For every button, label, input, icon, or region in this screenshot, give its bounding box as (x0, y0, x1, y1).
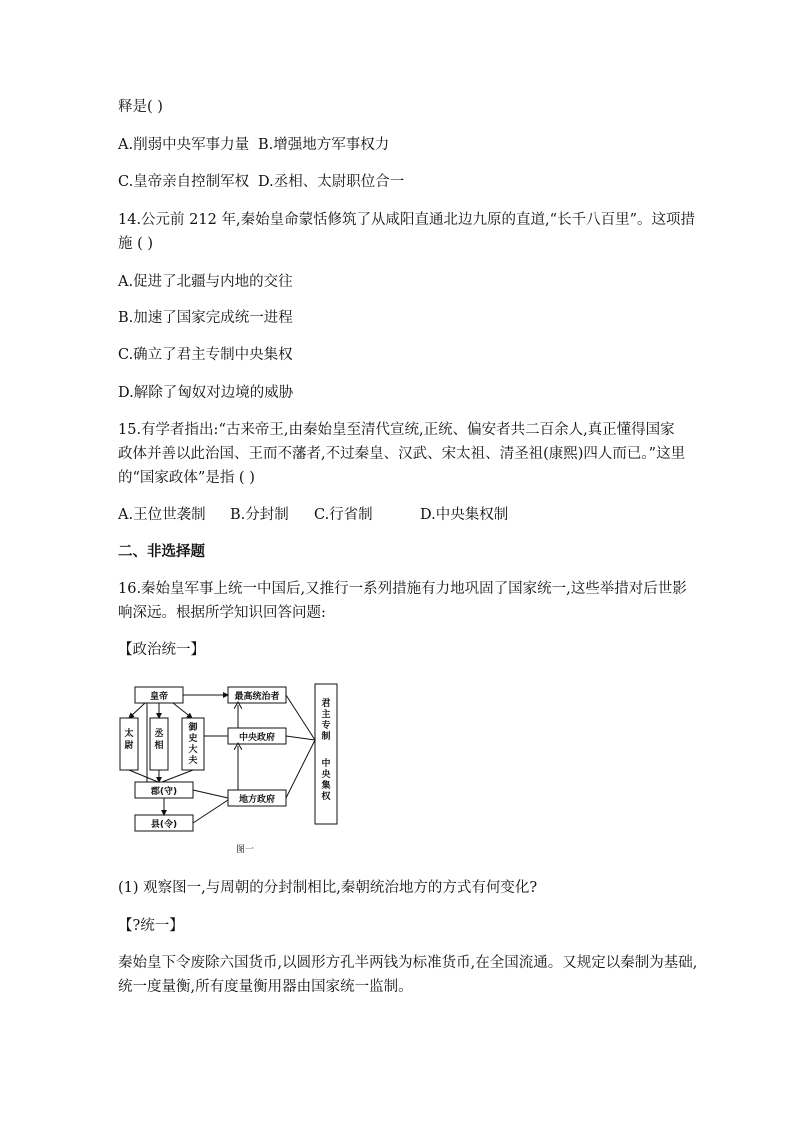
subheading-unification: 【?统一】 (118, 918, 184, 934)
q15-option-c: C.行省制 (314, 507, 373, 523)
label-taiwei-2: 尉 (124, 741, 134, 751)
label-side-6: 央 (321, 770, 331, 780)
q14-line2: 施 ( ) (118, 236, 154, 252)
label-side-8: 权 (321, 792, 331, 802)
q15-option-d: D.中央集权制 (420, 507, 509, 523)
q13-options-row1 (118, 135, 389, 155)
label-yushi-4: 夫 (188, 756, 198, 766)
q15-line3: 的“国家政体”是指 ( ) (118, 470, 255, 486)
q14-line1: 14.公元前 212 年,秦始皇命蒙恬修筑了从咸阳直通北边九原的直道,“长千八百里”。这项措 (118, 212, 695, 228)
q13-stem-tail: 释是( ) (118, 99, 163, 115)
q13-option-c: C.皇帝亲自控制军权 (118, 174, 250, 190)
q14-option-d: D.解除了匈奴对边境的威胁 (118, 385, 294, 401)
label-yushi-3: 大 (188, 745, 198, 755)
q13-option-d: D.丞相、太尉职位合一 (258, 174, 405, 190)
section-heading: 二、非选择题 (118, 544, 205, 560)
subheading-political: 【政治统一】 (118, 642, 205, 658)
q15-options (118, 505, 508, 525)
label-highest: 最高统治者 (234, 692, 280, 702)
q14-option-c: C.确立了君主专制中央集权 (118, 347, 293, 363)
q14-option-a: A.促进了北疆与内地的交往 (118, 274, 293, 290)
label-central: 中央政府 (238, 733, 276, 743)
label-side-1: 君 (321, 699, 331, 709)
label-chengxiang-2: 相 (154, 741, 164, 751)
q16-line2: 响深远。根据所学知识回答问题: (118, 605, 326, 621)
label-yushi-1: 御 (188, 723, 198, 733)
qin-government-diagram (110, 670, 350, 860)
label-chengxiang-1: 丞 (154, 729, 164, 739)
q15-option-a: A.王位世袭制 (118, 507, 206, 523)
paragraph-line1: 秦始皇下令废除六国货币,以圆形方孔半两钱为标准货币,在全国流通。又规定以秦制为基础, (118, 955, 698, 971)
label-side-3: 专 (321, 721, 331, 731)
label-side-2: 主 (321, 710, 331, 720)
q14-option-b: B.加速了国家完成统一进程 (118, 310, 293, 326)
label-taiwei-1: 太 (124, 729, 134, 739)
q15-line2: 政体并善以此治国、王而不藩者,不过秦皇、汉武、宋太祖、清圣祖(康熙)四人而已。”这里 (118, 446, 686, 462)
paragraph-line2: 统一度量衡,所有度量衡用器由国家统一监制。 (118, 979, 413, 995)
q13-option-a: A.削弱中央军事力量 (118, 137, 250, 153)
label-emperor: 皇帝 (149, 692, 169, 702)
q15-line1: 15.有学者指出:“古来帝王,由秦始皇至清代宣统,正统、偏安者共二百余人,真正懂得国家 (118, 422, 675, 438)
label-local: 地方政府 (238, 795, 276, 805)
label-jun: 郡(守) (150, 787, 178, 797)
label-xian: 县(令) (150, 820, 178, 830)
label-side-7: 集 (321, 781, 331, 791)
q13-options-row2 (118, 172, 404, 192)
label-side-4: 制 (321, 732, 331, 742)
label-yushi-2: 史 (188, 734, 198, 744)
q15-option-b: B.分封制 (230, 507, 289, 523)
diagram-caption: 图一 (235, 845, 255, 855)
q16-sub-question-1: (1) 观察图一,与周朝的分封制相比,秦朝统治地方的方式有何变化? (118, 880, 538, 896)
q13-option-b: B.增强地方军事权力 (258, 137, 390, 153)
label-side-5: 中 (321, 759, 331, 769)
q16-line1: 16.秦始皇军事上统一中国后,又推行一系列措施有力地巩固了国家统一,这些举措对后世影 (118, 581, 687, 597)
